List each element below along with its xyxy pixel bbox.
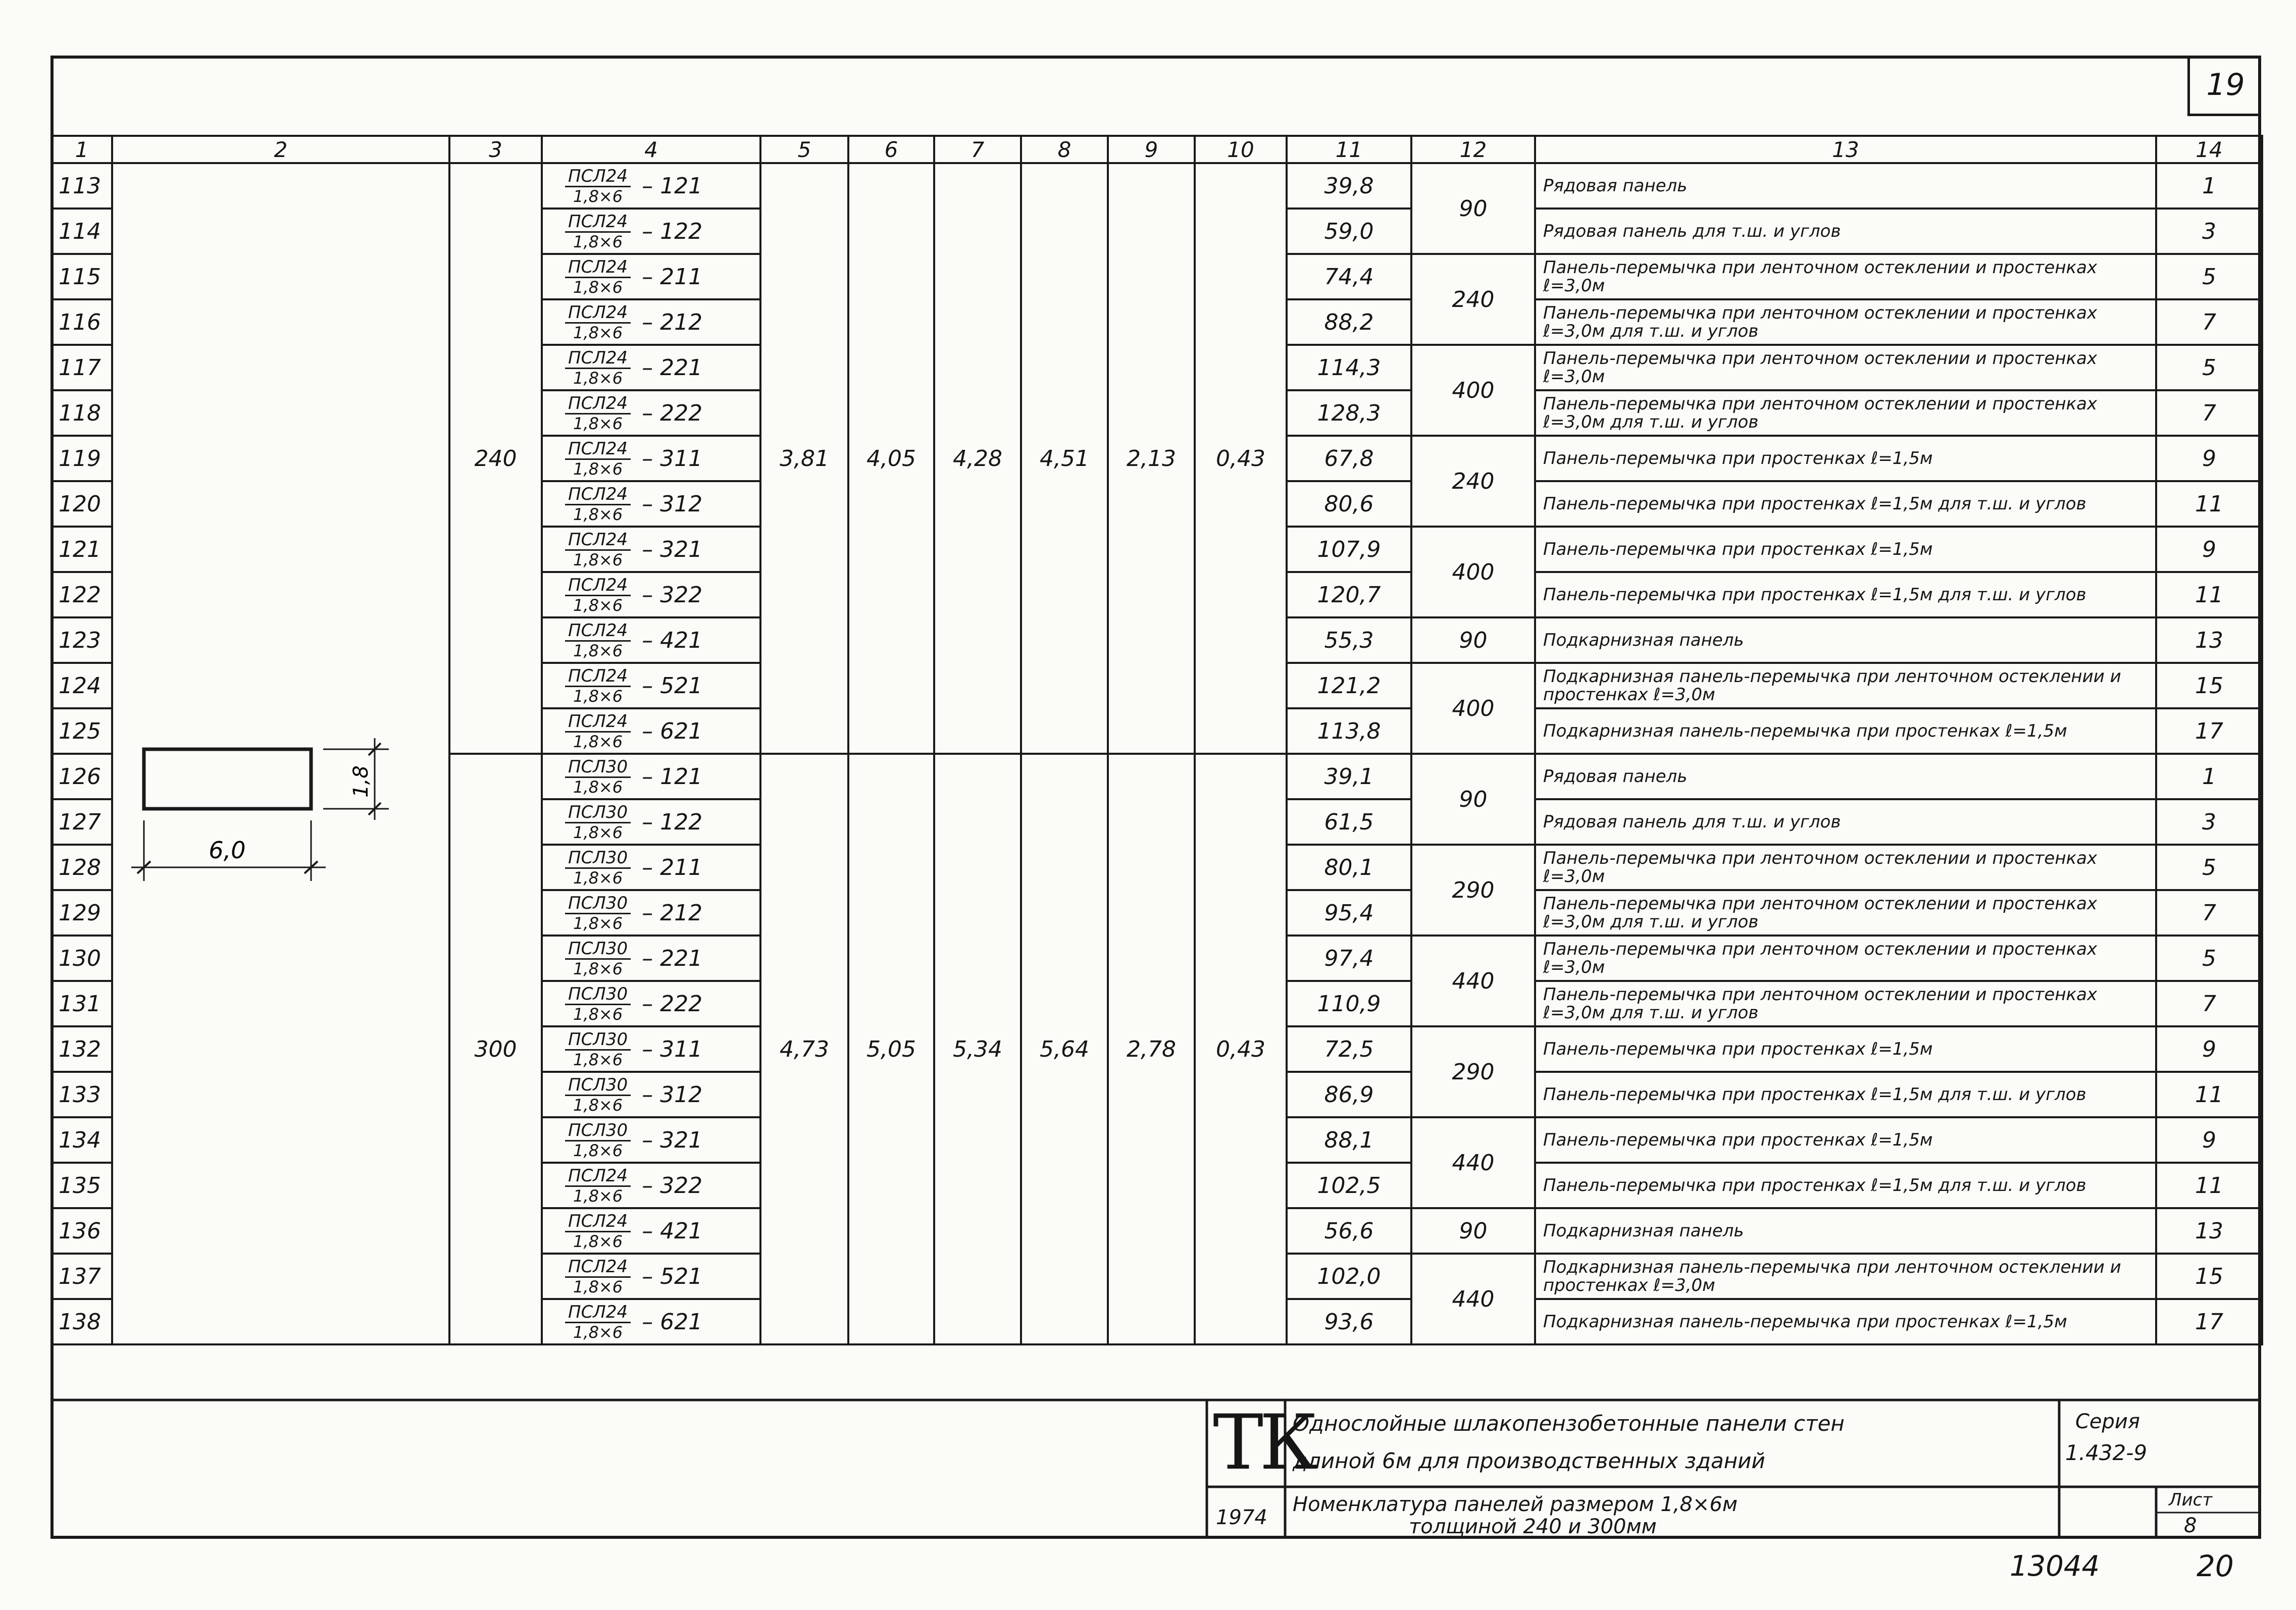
title-line-1: Однослойные шлакопензобетонные панели стен: [1293, 1411, 1845, 1436]
group-value-col3: 300: [449, 754, 542, 1344]
column-header: 14: [2156, 136, 2262, 163]
year: 1974: [1216, 1506, 1267, 1529]
group-value-col5: 4,73: [760, 754, 848, 1344]
mass-value: 113,8: [1287, 708, 1411, 754]
mark-bottom: 1,8×6: [573, 732, 623, 751]
row-number: 123: [52, 617, 112, 663]
mark-suffix: – 221: [642, 945, 703, 971]
group-value-col3: 240: [449, 163, 542, 754]
mass-value: 39,1: [1287, 754, 1411, 799]
quantity-value: 9: [2156, 527, 2262, 572]
row-number: 137: [52, 1254, 112, 1299]
quantity-value: 13: [2156, 1208, 2262, 1254]
row-number: 124: [52, 663, 112, 708]
mark-suffix: – 521: [642, 1263, 703, 1289]
mark-top: ПСЛ30: [565, 848, 631, 869]
load-value: 400: [1411, 345, 1535, 436]
mass-value: 74,4: [1287, 254, 1411, 299]
row-number: 125: [52, 708, 112, 754]
series-label: Серия: [2075, 1410, 2140, 1433]
quantity-value: 17: [2156, 1299, 2262, 1344]
mark-bottom: 1,8×6: [573, 1095, 623, 1115]
mark-top: ПСЛ24: [565, 212, 631, 233]
mark-top: ПСЛ30: [565, 757, 631, 778]
page-number: 20: [2197, 1549, 2234, 1583]
column-header: 8: [1021, 136, 1108, 163]
panel-outline: [144, 749, 311, 809]
description: Панель-перемычка при ленточном остеклении и простенках ℓ=3,0м: [1535, 254, 2156, 299]
quantity-value: 7: [2156, 299, 2262, 345]
description: Панель-перемычка при простенках ℓ=1,5м: [1535, 436, 2156, 481]
mark-top: ПСЛ24: [565, 621, 631, 642]
description: Панель-перемычка при ленточном остеклении и простенках ℓ=3,0м для т.ш. и углов: [1535, 981, 2156, 1026]
mark-top: ПСЛ30: [565, 1030, 631, 1051]
column-header: 10: [1195, 136, 1287, 163]
description: Панель-перемычка при ленточном остеклении и простенках ℓ=3,0м для т.ш. и углов: [1535, 390, 2156, 436]
mark-bottom: 1,8×6: [573, 323, 623, 342]
mark-top: ПСЛ24: [565, 666, 631, 687]
quantity-value: 5: [2156, 845, 2262, 890]
load-value: 290: [1411, 845, 1535, 936]
description: Подкарнизная панель: [1535, 617, 2156, 663]
description: Панель-перемычка при простенках ℓ=1,5м: [1535, 1117, 2156, 1163]
mark-top: ПСЛ30: [565, 984, 631, 1005]
mark-suffix: – 621: [642, 718, 703, 744]
mass-value: 121,2: [1287, 663, 1411, 708]
mass-value: 67,8: [1287, 436, 1411, 481]
mark-bottom: 1,8×6: [573, 1186, 623, 1206]
sheet-number: 19: [2187, 56, 2261, 116]
row-number: 113: [52, 163, 112, 209]
group-value-col9: 2,13: [1108, 163, 1195, 754]
description: Рядовая панель для т.ш. и углов: [1535, 799, 2156, 845]
quantity-value: 11: [2156, 1163, 2262, 1208]
mass-value: 120,7: [1287, 572, 1411, 617]
load-value: 440: [1411, 1254, 1535, 1344]
load-value: 240: [1411, 436, 1535, 527]
mark-top: ПСЛ24: [565, 394, 631, 414]
row-number: 114: [52, 209, 112, 254]
description: Панель-перемычка при простенках ℓ=1,5м для т.ш. и углов: [1535, 481, 2156, 527]
mark-bottom: 1,8×6: [573, 1231, 623, 1251]
mass-value: 55,3: [1287, 617, 1411, 663]
mark-top: ПСЛ30: [565, 803, 631, 823]
mark-top: ПСЛ24: [565, 1303, 631, 1323]
quantity-value: 1: [2156, 163, 2262, 209]
quantity-value: 11: [2156, 1072, 2262, 1117]
mark-suffix: – 222: [642, 991, 703, 1017]
quantity-value: 11: [2156, 481, 2262, 527]
mark-bottom: 1,8×6: [573, 913, 623, 933]
description: Панель-перемычка при ленточном остеклении и простенках ℓ=3,0м: [1535, 345, 2156, 390]
mass-value: 86,9: [1287, 1072, 1411, 1117]
mark-top: ПСЛ24: [565, 576, 631, 596]
mark-top: ПСЛ24: [565, 348, 631, 369]
mark-suffix: – 311: [642, 1036, 703, 1062]
load-value: 90: [1411, 1208, 1535, 1254]
row-number: 130: [52, 936, 112, 981]
load-value: 290: [1411, 1026, 1535, 1117]
load-value: 240: [1411, 254, 1535, 345]
row-number: 118: [52, 390, 112, 436]
mass-value: 72,5: [1287, 1026, 1411, 1072]
mark-bottom: 1,8×6: [573, 368, 623, 388]
column-header: 7: [934, 136, 1021, 163]
column-header: 2: [112, 136, 449, 163]
quantity-value: 1: [2156, 754, 2262, 799]
row-number: 132: [52, 1026, 112, 1072]
group-value-col10: 0,43: [1195, 754, 1287, 1344]
quantity-value: 7: [2156, 890, 2262, 936]
description: Панель-перемычка при простенках ℓ=1,5м для т.ш. и углов: [1535, 572, 2156, 617]
title-block: [1207, 1400, 2261, 1539]
sheet-title-line-2: толщиной 240 и 300мм: [1409, 1515, 1657, 1538]
description: Подкарнизная панель-перемычка при ленточном остеклении и простенках ℓ=3,0м: [1535, 1254, 2156, 1299]
column-header: 12: [1411, 136, 1535, 163]
tk-logo: ТК: [1213, 1399, 1314, 1487]
load-value: 90: [1411, 617, 1535, 663]
column-header: 3: [449, 136, 542, 163]
mass-value: 88,2: [1287, 299, 1411, 345]
row-number: 117: [52, 345, 112, 390]
quantity-value: 13: [2156, 617, 2262, 663]
row-number: 129: [52, 890, 112, 936]
quantity-value: 7: [2156, 390, 2262, 436]
width-label: 6,0: [209, 837, 246, 864]
row-number: 138: [52, 1299, 112, 1344]
row-number: 136: [52, 1208, 112, 1254]
mark-suffix: – 222: [642, 400, 703, 426]
mass-value: 102,0: [1287, 1254, 1411, 1299]
quantity-value: 3: [2156, 209, 2262, 254]
mark-suffix: – 621: [642, 1309, 703, 1335]
load-value: 90: [1411, 163, 1535, 254]
column-header: 11: [1287, 136, 1411, 163]
group-value-col6: 4,05: [848, 163, 934, 754]
column-header: 9: [1108, 136, 1195, 163]
description: Панель-перемычка при простенках ℓ=1,5м для т.ш. и углов: [1535, 1163, 2156, 1208]
mass-value: 107,9: [1287, 527, 1411, 572]
mark-suffix: – 521: [642, 672, 703, 699]
quantity-value: 5: [2156, 936, 2262, 981]
description: Панель-перемычка при простенках ℓ=1,5м: [1535, 527, 2156, 572]
mark-bottom: 1,8×6: [573, 641, 623, 660]
mark-suffix: – 121: [642, 173, 703, 199]
mark-suffix: – 312: [642, 1081, 703, 1108]
mark-suffix: – 211: [642, 854, 703, 880]
quantity-value: 9: [2156, 1026, 2262, 1072]
mark-top: ПСЛ24: [565, 712, 631, 733]
description: Подкарнизная панель-перемычка при простенках ℓ=1,5м: [1535, 1299, 2156, 1344]
group-value-col10: 0,43: [1195, 163, 1287, 754]
mark-bottom: 1,8×6: [573, 186, 623, 206]
mass-value: 59,0: [1287, 209, 1411, 254]
mark-bottom: 1,8×6: [573, 777, 623, 797]
row-number: 121: [52, 527, 112, 572]
description: Рядовая панель: [1535, 754, 2156, 799]
mass-value: 80,6: [1287, 481, 1411, 527]
group-value-col6: 5,05: [848, 754, 934, 1344]
description: Панель-перемычка при ленточном остеклении и простенках ℓ=3,0м для т.ш. и углов: [1535, 299, 2156, 345]
quantity-value: 17: [2156, 708, 2262, 754]
mark-suffix: – 321: [642, 1127, 703, 1153]
title-line-2: длиной 6м для производственных зданий: [1293, 1448, 1765, 1473]
mark-suffix: – 122: [642, 218, 703, 244]
mark-bottom: 1,8×6: [573, 1322, 623, 1342]
list-value: 8: [2184, 1514, 2197, 1537]
row-number: 133: [52, 1072, 112, 1117]
description: Панель-перемычка при ленточном остеклении и простенках ℓ=3,0м: [1535, 936, 2156, 981]
list-label: Лист: [2169, 1490, 2213, 1510]
mark-top: ПСЛ24: [565, 1212, 631, 1232]
quantity-value: 5: [2156, 345, 2262, 390]
mark-bottom: 1,8×6: [573, 868, 623, 888]
load-value: 400: [1411, 663, 1535, 754]
mark-top: ПСЛ24: [565, 303, 631, 324]
mark-top: ПСЛ24: [565, 257, 631, 278]
row-number: 134: [52, 1117, 112, 1163]
mark-bottom: 1,8×6: [573, 822, 623, 842]
mass-value: 80,1: [1287, 845, 1411, 890]
mark-top: ПСЛ24: [565, 439, 631, 460]
mass-value: 93,6: [1287, 1299, 1411, 1344]
mark-suffix: – 322: [642, 582, 703, 608]
mass-value: 114,3: [1287, 345, 1411, 390]
mark-bottom: 1,8×6: [573, 1277, 623, 1296]
description: Подкарнизная панель-перемычка при простенках ℓ=1,5м: [1535, 708, 2156, 754]
group-value-col7: 4,28: [934, 163, 1021, 754]
group-value-col8: 5,64: [1021, 754, 1108, 1344]
mark-bottom: 1,8×6: [573, 550, 623, 569]
mass-value: 61,5: [1287, 799, 1411, 845]
mark-top: ПСЛ24: [565, 167, 631, 187]
mark-suffix: – 321: [642, 536, 703, 562]
load-value: 90: [1411, 754, 1535, 845]
height-label: 1,8: [349, 765, 373, 798]
row-number: 116: [52, 299, 112, 345]
mass-value: 39,8: [1287, 163, 1411, 209]
sheet-title-line-1: Номенклатура панелей размером 1,8×6м: [1293, 1493, 1738, 1516]
column-header: 1: [52, 136, 112, 163]
mark-bottom: 1,8×6: [573, 1050, 623, 1069]
load-value: 400: [1411, 527, 1535, 617]
mark-top: ПСЛ30: [565, 939, 631, 960]
mark-bottom: 1,8×6: [573, 232, 623, 251]
quantity-value: 15: [2156, 1254, 2262, 1299]
mark-top: ПСЛ24: [565, 1166, 631, 1187]
mark-suffix: – 211: [642, 264, 703, 290]
mass-value: 102,5: [1287, 1163, 1411, 1208]
description: Панель-перемычка при ленточном остеклении и простенках ℓ=3,0м для т.ш. и углов: [1535, 890, 2156, 936]
mass-value: 56,6: [1287, 1208, 1411, 1254]
mark-bottom: 1,8×6: [573, 686, 623, 706]
group-value-col5: 3,81: [760, 163, 848, 754]
description: Панель-перемычка при ленточном остеклении и простенках ℓ=3,0м: [1535, 845, 2156, 890]
mark-bottom: 1,8×6: [573, 504, 623, 524]
row-number: 115: [52, 254, 112, 299]
mark-top: ПСЛ24: [565, 530, 631, 551]
mark-top: ПСЛ30: [565, 894, 631, 914]
mass-value: 88,1: [1287, 1117, 1411, 1163]
mark-suffix: – 312: [642, 491, 703, 517]
mark-suffix: – 212: [642, 309, 703, 335]
mark-suffix: – 122: [642, 809, 703, 835]
quantity-value: 9: [2156, 436, 2262, 481]
column-header: 4: [542, 136, 760, 163]
mark-suffix: – 212: [642, 900, 703, 926]
column-header: 6: [848, 136, 934, 163]
mass-value: 128,3: [1287, 390, 1411, 436]
mark-bottom: 1,8×6: [573, 413, 623, 433]
column-header: 13: [1535, 136, 2156, 163]
mark-bottom: 1,8×6: [573, 595, 623, 615]
group-value-col9: 2,78: [1108, 754, 1195, 1344]
row-number: 119: [52, 436, 112, 481]
description: Подкарнизная панель: [1535, 1208, 2156, 1254]
row-number: 128: [52, 845, 112, 890]
mark-top: ПСЛ30: [565, 1121, 631, 1141]
mass-value: 97,4: [1287, 936, 1411, 981]
mark-bottom: 1,8×6: [573, 1004, 623, 1024]
row-number: 131: [52, 981, 112, 1026]
description: Рядовая панель: [1535, 163, 2156, 209]
mass-value: 110,9: [1287, 981, 1411, 1026]
quantity-value: 15: [2156, 663, 2262, 708]
description: Рядовая панель для т.ш. и углов: [1535, 209, 2156, 254]
row-number: 120: [52, 481, 112, 527]
archive-number: 13044: [2010, 1550, 2100, 1583]
mark-suffix: – 221: [642, 354, 703, 381]
quantity-value: 5: [2156, 254, 2262, 299]
mark-suffix: – 322: [642, 1172, 703, 1199]
mark-bottom: 1,8×6: [573, 1140, 623, 1160]
mark-suffix: – 421: [642, 627, 703, 653]
group-value-col7: 5,34: [934, 754, 1021, 1344]
mark-bottom: 1,8×6: [573, 959, 623, 978]
row-number: 122: [52, 572, 112, 617]
quantity-value: 11: [2156, 572, 2262, 617]
mark-top: ПСЛ24: [565, 485, 631, 505]
description: Панель-перемычка при простенках ℓ=1,5м: [1535, 1026, 2156, 1072]
quantity-value: 3: [2156, 799, 2262, 845]
load-value: 440: [1411, 936, 1535, 1026]
row-number: 126: [52, 754, 112, 799]
mark-suffix: – 121: [642, 763, 703, 790]
mass-value: 95,4: [1287, 890, 1411, 936]
description: Подкарнизная панель-перемычка при ленточном остеклении и простенках ℓ=3,0м: [1535, 663, 2156, 708]
quantity-value: 9: [2156, 1117, 2262, 1163]
mark-suffix: – 311: [642, 445, 703, 472]
group-value-col8: 4,51: [1021, 163, 1108, 754]
mark-top: ПСЛ24: [565, 1257, 631, 1278]
column-header: 5: [760, 136, 848, 163]
row-number: 127: [52, 799, 112, 845]
load-value: 440: [1411, 1117, 1535, 1208]
mark-top: ПСЛ30: [565, 1075, 631, 1096]
mark-suffix: – 421: [642, 1218, 703, 1244]
description: Панель-перемычка при простенках ℓ=1,5м для т.ш. и углов: [1535, 1072, 2156, 1117]
row-number: 135: [52, 1163, 112, 1208]
quantity-value: 7: [2156, 981, 2262, 1026]
mark-bottom: 1,8×6: [573, 459, 623, 479]
series-value: 1.432-9: [2065, 1440, 2148, 1465]
mark-bottom: 1,8×6: [573, 277, 623, 297]
